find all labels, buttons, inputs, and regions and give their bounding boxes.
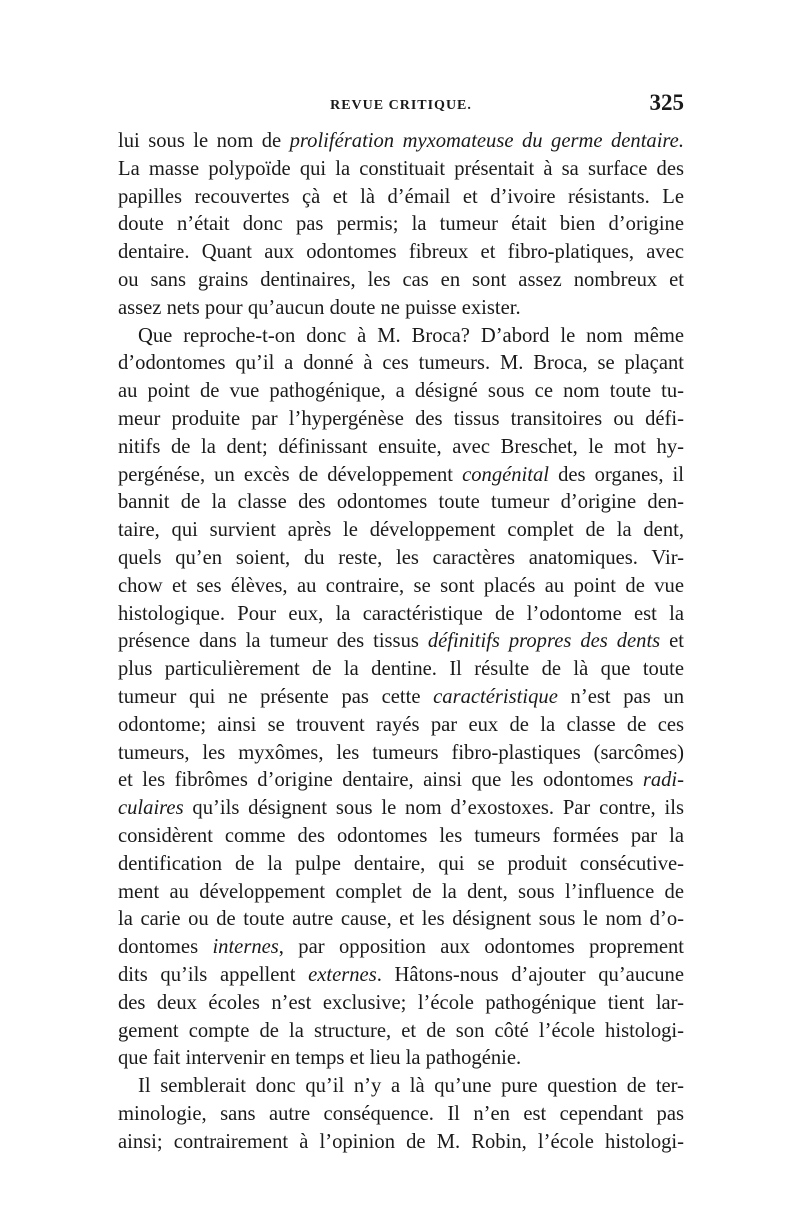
text-line: au point de vue pathogénique, a désigné sous ce nom toute tu-: [118, 380, 684, 403]
running-head: [118, 90, 684, 124]
text-line: dits qu’ils appellent externes. Hâtons-nous d’ajouter qu’aucune: [118, 963, 684, 986]
text-line: tumeurs, les myxômes, les tumeurs fibro-plastiques (sarcômes): [118, 741, 684, 764]
text-line: doute n’était donc pas permis; la tumeur était bien d’origine: [118, 213, 684, 236]
text-line: ment au développement complet de la dent, sous l’influence de: [118, 880, 684, 903]
text-line: meur produite par l’hypergénèse des tissus transitoires ou défi-: [118, 407, 684, 430]
text-line: tumeur qui ne présente pas cette caractéristique n’est pas un: [118, 685, 684, 708]
text-line: chow et ses élèves, au contraire, se sont placés au point de vue: [118, 574, 684, 597]
text-line: que fait intervenir en temps et lieu la pathogénie.: [118, 1047, 522, 1070]
text-line: quels qu’en soient, du reste, les caractères anatomiques. Vir-: [118, 546, 684, 569]
paragraph-start-line: Il semblerait donc qu’il n’y a là qu’une pure question de ter-: [138, 1075, 684, 1098]
text-line: la carie ou de toute autre cause, et les désignent sous le nom d’o-: [118, 908, 684, 931]
text-line: culaires qu’ils désignent sous le nom d’exostoxes. Par contre, ils: [118, 797, 684, 820]
text-line: minologie, sans autre conséquence. Il n’en est cependant pas: [118, 1102, 684, 1125]
text-line: assez nets pour qu’aucun doute ne puisse exister.: [118, 296, 521, 319]
text-line: odontome; ainsi se trouvent rayés par eux de la classe de ces: [118, 713, 684, 736]
text-line: lui sous le nom de prolifération myxomateuse du germe dentaire.: [118, 130, 684, 152]
text-line: La masse polypoïde qui la constituait présentait à sa surface des: [118, 157, 684, 180]
text-line: considèrent comme des odontomes les tumeurs formées par la: [118, 824, 684, 847]
text-line: présence dans la tumeur des tissus définitifs propres des dents et: [118, 630, 684, 653]
text-line: ou sans grains dentinaires, les cas en sont assez nombreux et: [118, 268, 684, 291]
text-line: des deux écoles n’est exclusive; l’école pathogénique tient lar-: [118, 991, 684, 1014]
text-line: dentification de la pulpe dentaire, qui se produit consécutive-: [118, 852, 684, 875]
text-line: histologique. Pour eux, la caractéristique de l’odontome est la: [118, 602, 684, 625]
text-line: d’odontomes qu’il a donné à ces tumeurs. M. Broca, se plaçant: [118, 352, 684, 375]
text-line: ainsi; contrairement à l’opinion de M. Robin, l’école histologi-: [118, 1130, 684, 1153]
text-line: et les fibrômes d’origine dentaire, ainsi que les odontomes radi-: [118, 769, 684, 792]
text-line: gement compte de la structure, et de son côté l’école histologi-: [118, 1019, 684, 1042]
text-line: dontomes internes, par opposition aux odontomes proprement: [118, 936, 684, 959]
text-line: taire, qui survient après le développement complet de la dent,: [118, 519, 684, 542]
running-title: REVUE CRITIQUE.: [330, 98, 472, 113]
text-line: bannit de la classe des odontomes toute tumeur d’origine den-: [118, 491, 684, 514]
body-text: [118, 128, 684, 1156]
text-line: nitifs de la dent; définissant ensuite, avec Breschet, le mot hy-: [118, 435, 684, 458]
text-line: papilles recouvertes çà et là d’émail et d’ivoire résistants. Le: [118, 185, 684, 208]
page-number: 325: [649, 90, 684, 115]
text-line: dentaire. Quant aux odontomes fibreux et fibro-platiques, avec: [118, 241, 684, 264]
text-line: pergénése, un excès de développement congénital des organes, il: [118, 463, 684, 486]
text-line: plus particulièrement de la dentine. Il résulte de là que toute: [118, 658, 684, 681]
paragraph-start-line: Que reproche-t-on donc à M. Broca? D’abord le nom même: [138, 324, 684, 347]
